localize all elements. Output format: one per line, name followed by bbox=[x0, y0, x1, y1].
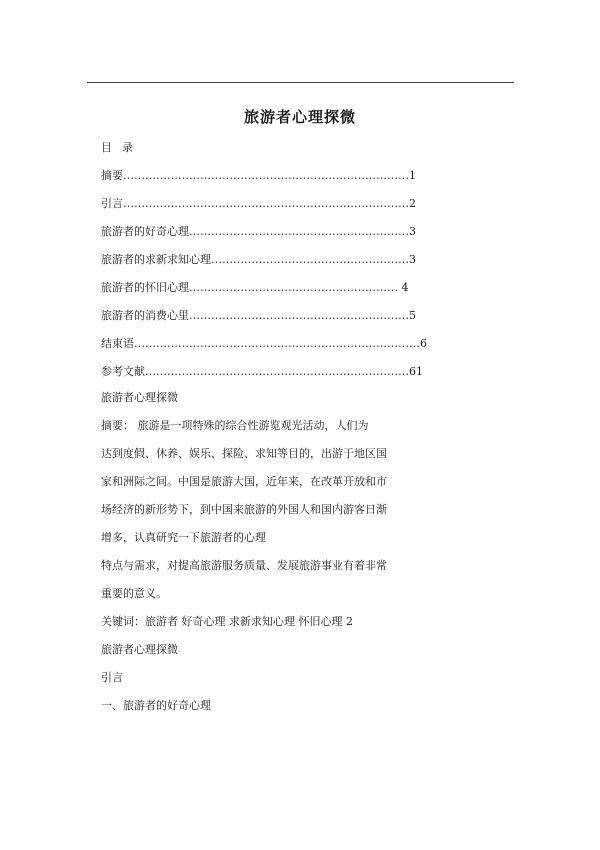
chapter-one-heading: 一、旅游者的好奇心理 bbox=[101, 699, 211, 712]
header-rule bbox=[87, 82, 514, 83]
toc-heading-left: 目 bbox=[101, 141, 112, 154]
toc-entry[interactable]: 摘要……………………………………………………………………1 bbox=[101, 169, 416, 182]
toc-entry[interactable]: 结束语……………………………………………………………………6 bbox=[101, 337, 427, 350]
abstract-line: 达到度假、休养、娱乐、探险、求知等目的，出游于地区国 bbox=[101, 447, 387, 460]
section-title: 旅游者心理探微 bbox=[101, 391, 178, 404]
abstract-line: 摘要： 旅游是一项特殊的综合性游览观光活动，人们为 bbox=[101, 419, 369, 432]
toc-entry[interactable]: 参考文献………………………………………………………………61 bbox=[101, 365, 423, 378]
keywords-line: 关键词：旅游者 好奇心理 求新求知心理 怀旧心理 2 bbox=[101, 615, 353, 628]
abstract-line: 重要的意义。 bbox=[101, 587, 167, 600]
abstract-line: 家和洲际之间。中国是旅游大国，近年来，在改革开放和市 bbox=[101, 475, 387, 488]
abstract-line: 增多，认真研究一下旅游者的心理 bbox=[101, 531, 266, 544]
toc-entry[interactable]: 引言……………………………………………………………………2 bbox=[101, 197, 416, 210]
intro-heading: 引言 bbox=[101, 671, 123, 684]
toc-heading-right: 录 bbox=[122, 141, 133, 154]
toc-entry[interactable]: 旅游者的怀旧心理………………………………………………… 4 bbox=[101, 281, 409, 294]
repeat-title: 旅游者心理探微 bbox=[101, 643, 178, 656]
abstract-line: 场经济的新形势下，到中国来旅游的外国人和国内游客日渐 bbox=[101, 503, 387, 516]
toc-entry[interactable]: 旅游者的好奇心理……………………………………………………3 bbox=[101, 225, 416, 238]
toc-heading bbox=[101, 141, 133, 155]
toc-entry[interactable]: 旅游者的求新求知心理………………………………………………3 bbox=[101, 253, 416, 266]
document-title: 旅游者心理探微 bbox=[243, 108, 356, 126]
toc-entry[interactable]: 旅游者的消费心里……………………………………………………5 bbox=[101, 309, 416, 322]
abstract-line: 特点与需求，对提高旅游服务质量、发展旅游事业有着非常 bbox=[101, 559, 387, 572]
